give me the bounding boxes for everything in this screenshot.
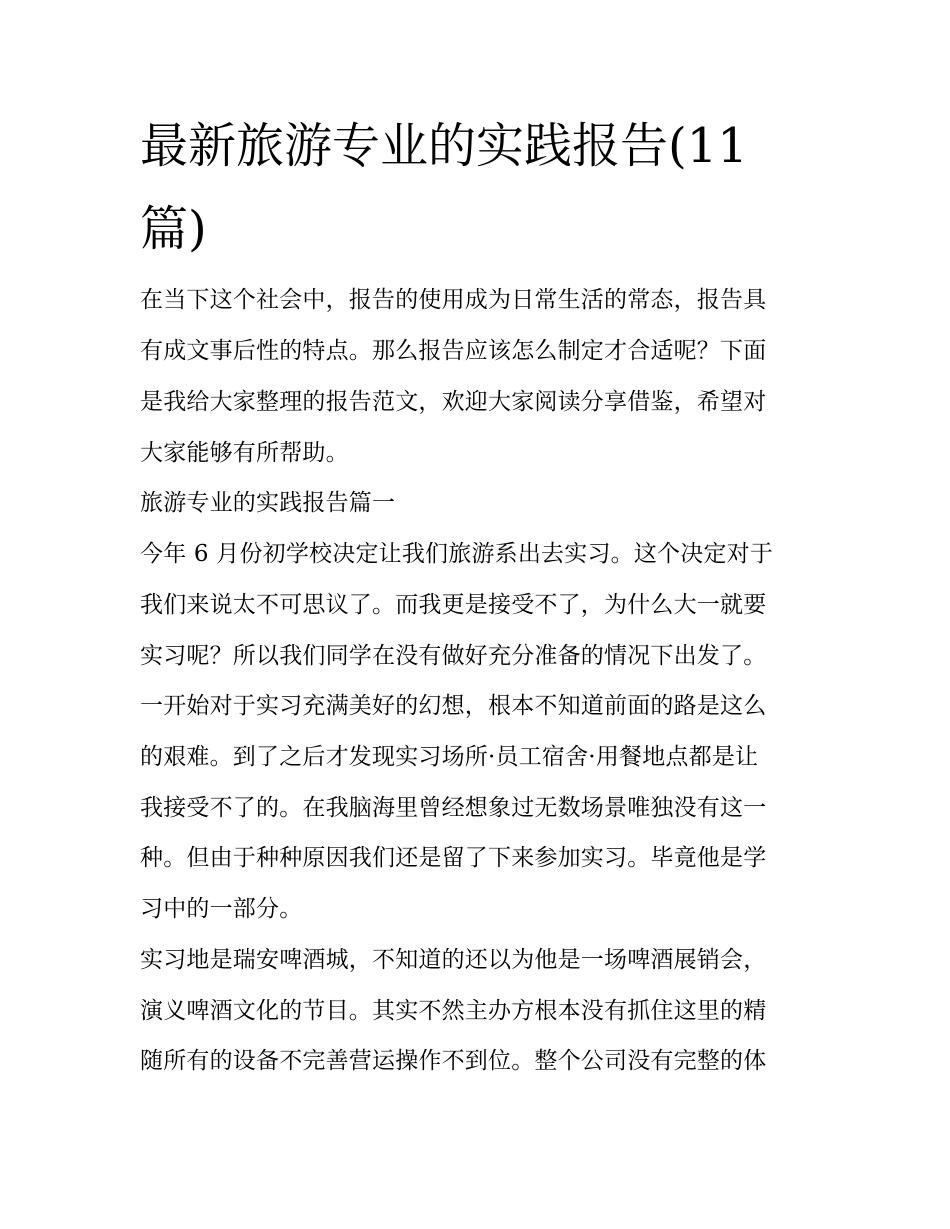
intro-paragraph-line-2: 有成文事后性的特点。那么报告应该怎么制定才合适呢？下面: [140, 338, 767, 364]
paragraph-1-line-4: 一开始对于实习充满美好的幻想，根本不知道前面的路是这么: [140, 693, 767, 719]
paragraph-2-line-3: 随所有的设备不完善营运操作不到位。整个公司没有完整的体: [140, 1048, 767, 1074]
paragraph-1-line-8: 习中的一部分。: [140, 896, 303, 922]
paragraph-2-line-2: 演义啤酒文化的节目。其实不然主办方根本没有抓住这里的精: [140, 998, 767, 1024]
intro-paragraph-line-4: 大家能够有所帮助。: [140, 440, 349, 466]
paragraph-1-line-3: 实习呢？所以我们同学在没有做好充分准备的情况下出发了。: [140, 643, 767, 669]
document-title-line-1: 最新旅游专业的实践报告(11: [140, 118, 748, 174]
paragraph-1-line-2: 我们来说太不可思议了。而我更是接受不了，为什么大一就要: [140, 592, 767, 618]
document-title-line-2: 篇): [140, 201, 207, 257]
paragraph-1-line-1: 今年 6 月份初学校决定让我们旅游系出去实习。这个决定对于: [140, 541, 774, 567]
intro-paragraph-line-1: 在当下这个社会中，报告的使用成为日常生活的常态，报告具: [140, 287, 767, 313]
section-heading: 旅游专业的实践报告篇一: [140, 490, 396, 516]
paragraph-1-line-6: 我接受不了的。在我脑海里曾经想象过无数场景唯独没有这一: [140, 795, 767, 821]
paragraph-2-line-1: 实习地是瑞安啤酒城，不知道的还以为他是一场啤酒展销会，: [140, 947, 767, 973]
paragraph-1-line-5: 的艰难。到了之后才发现实习场所·员工宿舍·用餐地点都是让: [140, 744, 759, 770]
paragraph-1-line-7: 种。但由于种种原因我们还是留了下来参加实习。毕竟他是学: [140, 845, 767, 871]
intro-paragraph-line-3: 是我给大家整理的报告范文，欢迎大家阅读分享借鉴，希望对: [140, 389, 767, 415]
